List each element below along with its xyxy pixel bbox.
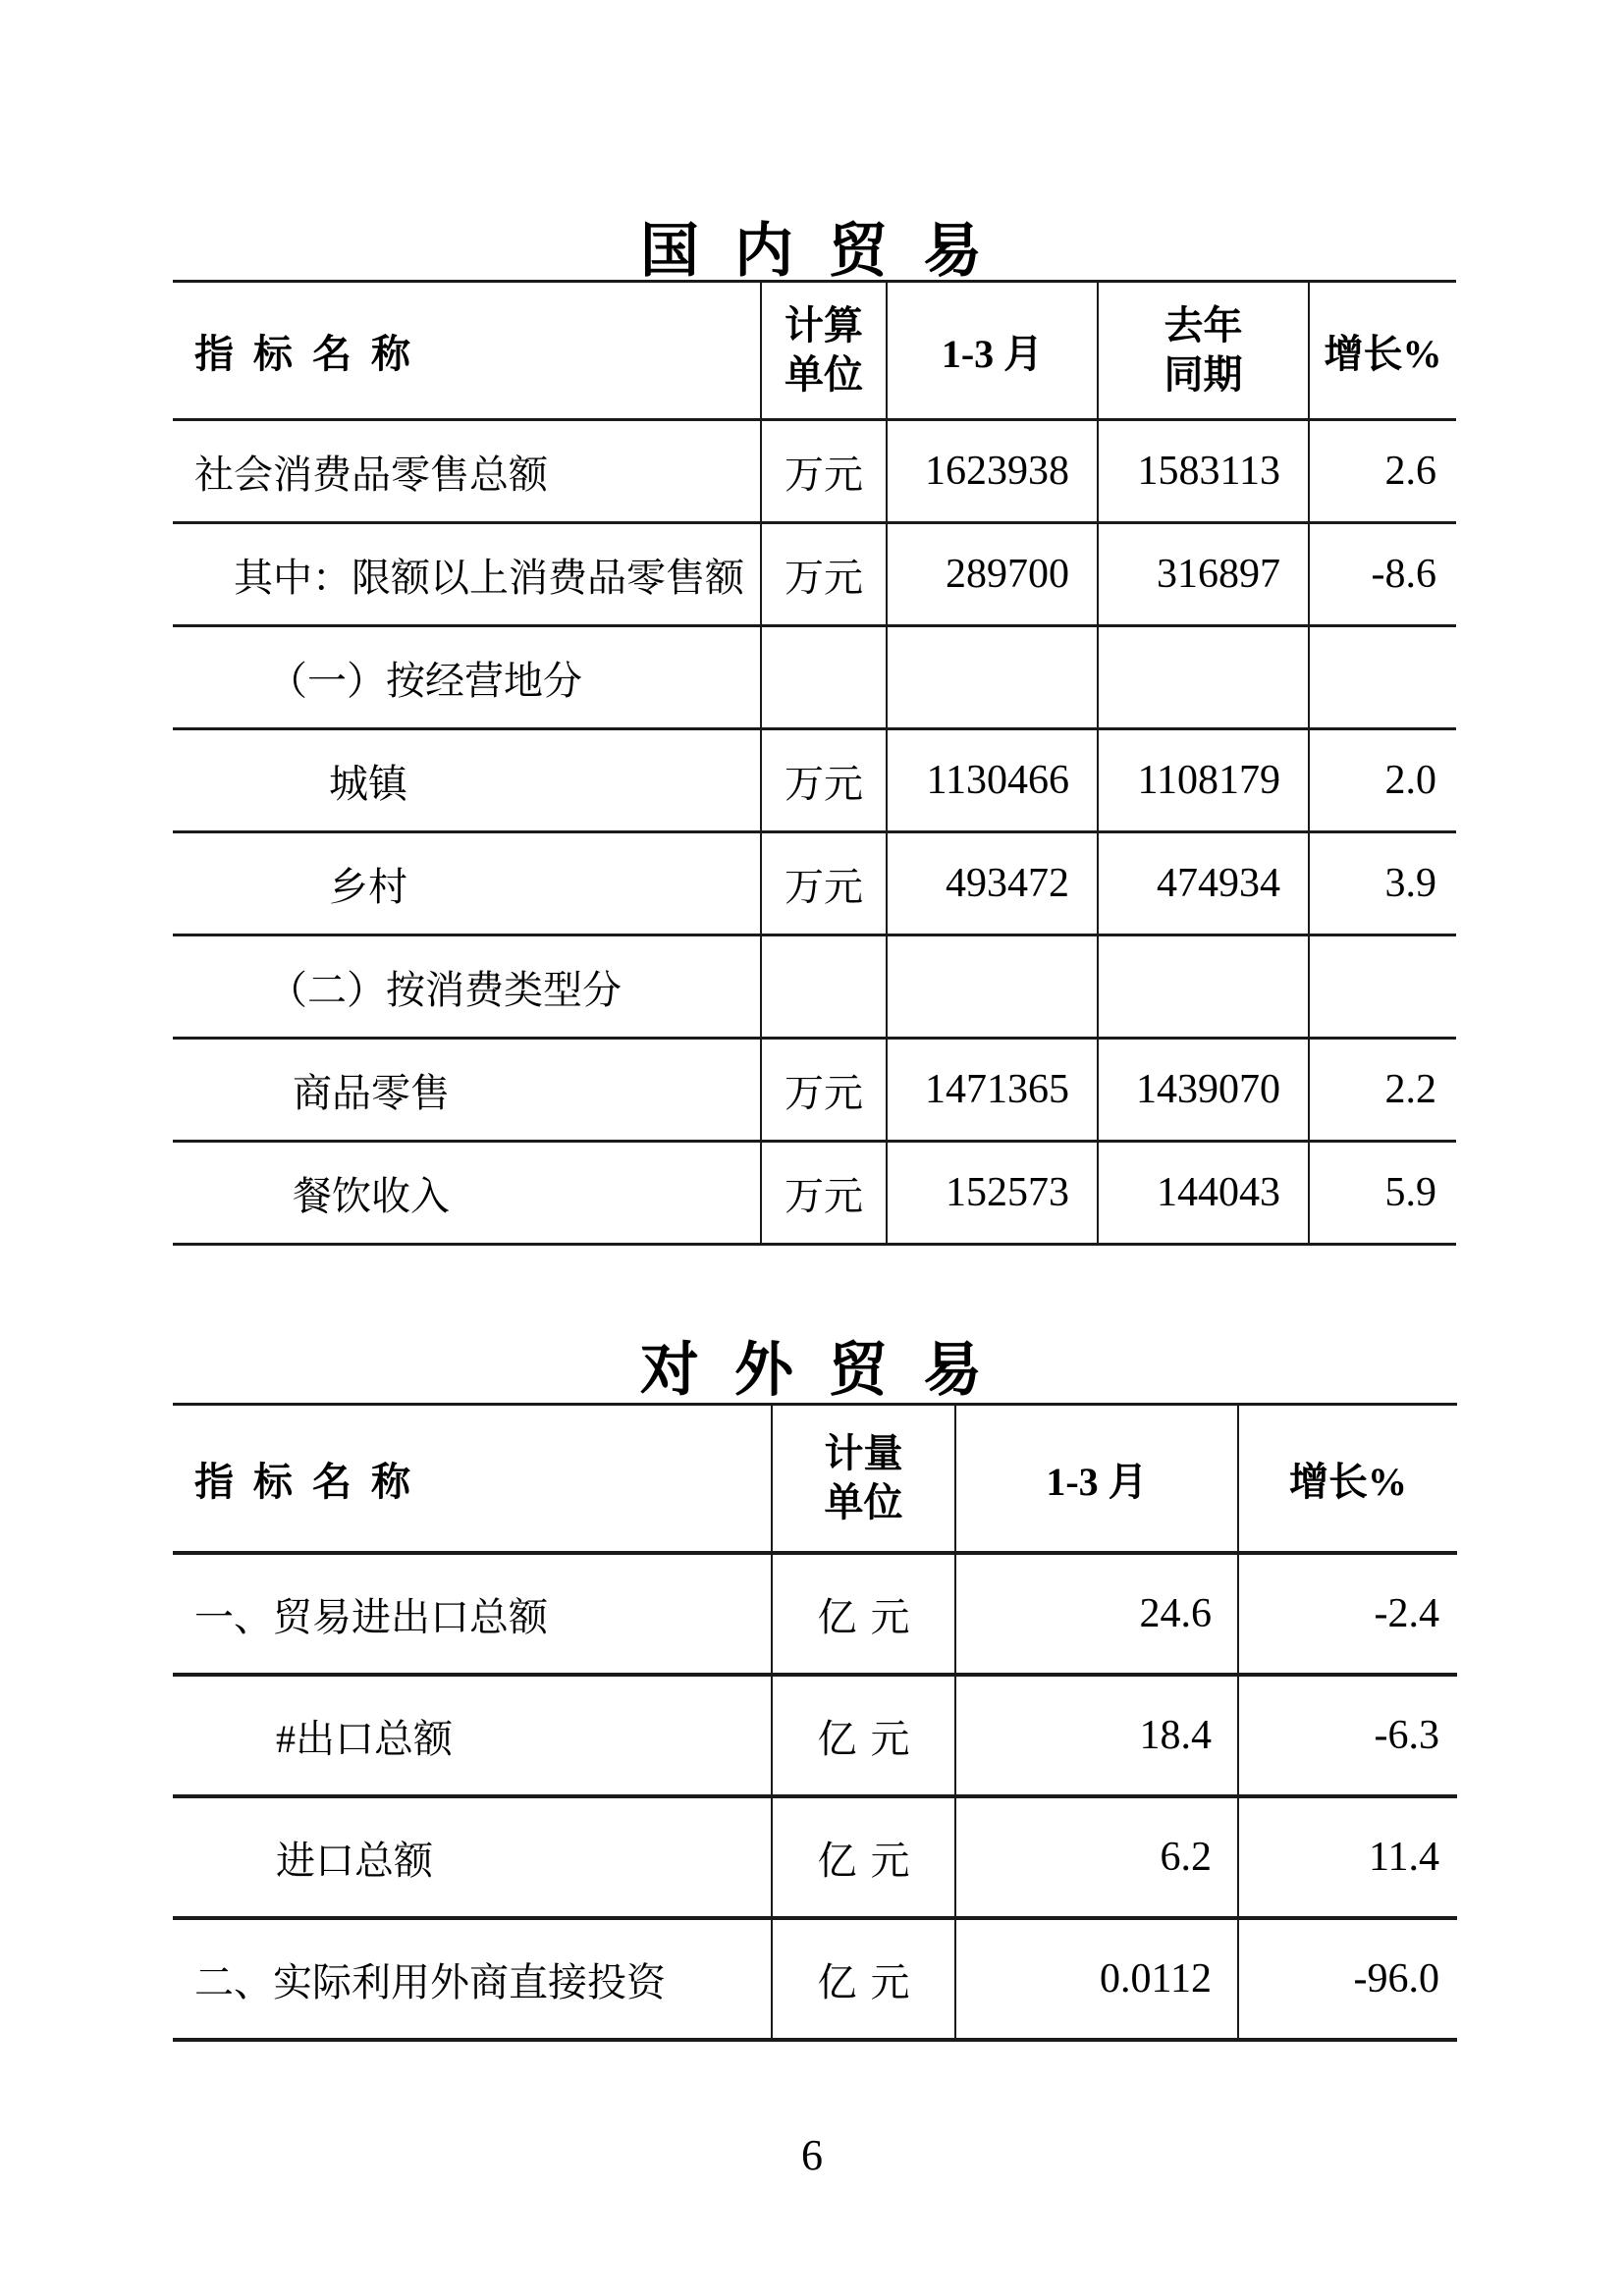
foreign_trade-row [173, 1918, 1457, 2040]
page-number: 6 [801, 2131, 823, 2179]
domestic-header-growth: 增长% [1309, 282, 1456, 420]
foreign-header-row [173, 1405, 1457, 1554]
domestic-header-period: 1-3 月 [887, 282, 1098, 420]
domestic-trade-title: 国 内 贸 易 [640, 219, 984, 284]
domestic_trade-row [173, 935, 1456, 1039]
foreign_trade-growth-cell: 11.4 [1238, 1796, 1457, 1918]
domestic_trade-current-cell [887, 626, 1098, 729]
domestic_trade-unit-cell: 万元 [761, 420, 887, 523]
foreign_trade-name-cell: #出口总额 [173, 1675, 772, 1796]
unit-label-line1: 计量 [824, 1431, 903, 1475]
domestic_trade-name-cell: 餐饮收入 [173, 1142, 761, 1245]
foreign_trade-growth-cell: -6.3 [1238, 1675, 1457, 1796]
domestic-header-unit [761, 282, 887, 420]
domestic-header-row [173, 282, 1456, 420]
foreign-trade-title: 对 外 贸 易 [640, 1338, 984, 1403]
foreign_trade-growth-cell: -2.4 [1238, 1553, 1457, 1675]
domestic_trade-current-cell: 289700 [887, 523, 1098, 626]
domestic_trade-unit-cell [761, 626, 887, 729]
domestic_trade-row [173, 832, 1456, 935]
domestic_trade-row [173, 626, 1456, 729]
unit-label-line2: 单位 [824, 1480, 903, 1524]
domestic_trade-name-cell: 商品零售 [173, 1039, 761, 1142]
foreign_trade-name-cell: 二、实际利用外商直接投资 [173, 1918, 772, 2040]
foreign_trade-current-cell: 24.6 [955, 1553, 1238, 1675]
domestic_trade-unit-cell: 万元 [761, 832, 887, 935]
domestic_trade-current-cell: 493472 [887, 832, 1098, 935]
domestic_trade-row [173, 420, 1456, 523]
unit-label-line1: 计算 [785, 303, 863, 347]
domestic_trade-unit-cell: 万元 [761, 1142, 887, 1245]
foreign_trade-row [173, 1553, 1457, 1675]
domestic_trade-current-cell [887, 935, 1098, 1039]
domestic_trade-current-cell: 1130466 [887, 729, 1098, 832]
foreign-header-indicator: 指 标 名 称 [173, 1405, 772, 1554]
domestic_trade-current-cell: 152573 [887, 1142, 1098, 1245]
domestic-header-indicator: 指 标 名 称 [173, 282, 761, 420]
domestic_trade-name-cell: 社会消费品零售总额 [173, 420, 761, 523]
foreign_trade-unit-cell: 亿元 [772, 1796, 955, 1918]
domestic_trade-row [173, 523, 1456, 626]
domestic_trade-unit-cell: 万元 [761, 1039, 887, 1142]
domestic_trade-current-cell: 1471365 [887, 1039, 1098, 1142]
domestic_trade-name-cell: 城镇 [173, 729, 761, 832]
foreign_trade-row [173, 1796, 1457, 1918]
foreign_trade-unit-cell: 亿元 [772, 1553, 955, 1675]
foreign-header-growth: 增长% [1238, 1405, 1457, 1554]
domestic_trade-previous-cell: 1583113 [1098, 420, 1309, 523]
foreign_trade-unit-cell: 亿元 [772, 1918, 955, 2040]
unit-label-line2: 单位 [785, 352, 863, 397]
domestic_trade-growth-cell [1309, 626, 1456, 729]
foreign_trade-current-cell: 6.2 [955, 1796, 1238, 1918]
domestic_trade-unit-cell [761, 935, 887, 1039]
domestic_trade-growth-cell: 2.0 [1309, 729, 1456, 832]
domestic_trade-unit-cell: 万元 [761, 729, 887, 832]
foreign-header-unit [772, 1405, 955, 1554]
domestic_trade-name-cell: （二）按消费类型分 [173, 935, 761, 1039]
domestic_trade-current-cell: 1623938 [887, 420, 1098, 523]
domestic_trade-previous-cell [1098, 626, 1309, 729]
foreign_trade-current-cell: 18.4 [955, 1675, 1238, 1796]
domestic_trade-previous-cell: 1108179 [1098, 729, 1309, 832]
domestic_trade-previous-cell: 316897 [1098, 523, 1309, 626]
domestic_trade-previous-cell: 474934 [1098, 832, 1309, 935]
domestic_trade-previous-cell: 1439070 [1098, 1039, 1309, 1142]
domestic_trade-previous-cell: 144043 [1098, 1142, 1309, 1245]
foreign_trade-current-cell: 0.0112 [955, 1918, 1238, 2040]
domestic_trade-growth-cell: 2.6 [1309, 420, 1456, 523]
domestic_trade-previous-cell [1098, 935, 1309, 1039]
domestic_trade-row [173, 1039, 1456, 1142]
domestic_trade-name-cell: 其中：限额以上消费品零售额 [173, 523, 761, 626]
domestic_trade-row [173, 729, 1456, 832]
domestic_trade-growth-cell [1309, 935, 1456, 1039]
domestic_trade-growth-cell: -8.6 [1309, 523, 1456, 626]
prev-period-line1: 去年 [1164, 303, 1243, 347]
foreign_trade-name-cell: 进口总额 [173, 1796, 772, 1918]
domestic_trade-growth-cell: 2.2 [1309, 1039, 1456, 1142]
foreign_trade-row [173, 1675, 1457, 1796]
foreign_trade-growth-cell: -96.0 [1238, 1918, 1457, 2040]
domestic_trade-growth-cell: 5.9 [1309, 1142, 1456, 1245]
foreign_trade-name-cell: 一、贸易进出口总额 [173, 1553, 772, 1675]
domestic_trade-name-cell: 乡村 [173, 832, 761, 935]
foreign-trade-table [173, 1403, 1457, 2042]
domestic_trade-name-cell: （一）按经营地分 [173, 626, 761, 729]
domestic-header-prev-period [1098, 282, 1309, 420]
domestic_trade-unit-cell: 万元 [761, 523, 887, 626]
prev-period-line2: 同期 [1164, 352, 1243, 397]
foreign_trade-unit-cell: 亿元 [772, 1675, 955, 1796]
domestic-trade-table [173, 280, 1456, 1246]
domestic_trade-row [173, 1142, 1456, 1245]
foreign-header-period: 1-3 月 [955, 1405, 1238, 1554]
domestic_trade-growth-cell: 3.9 [1309, 832, 1456, 935]
